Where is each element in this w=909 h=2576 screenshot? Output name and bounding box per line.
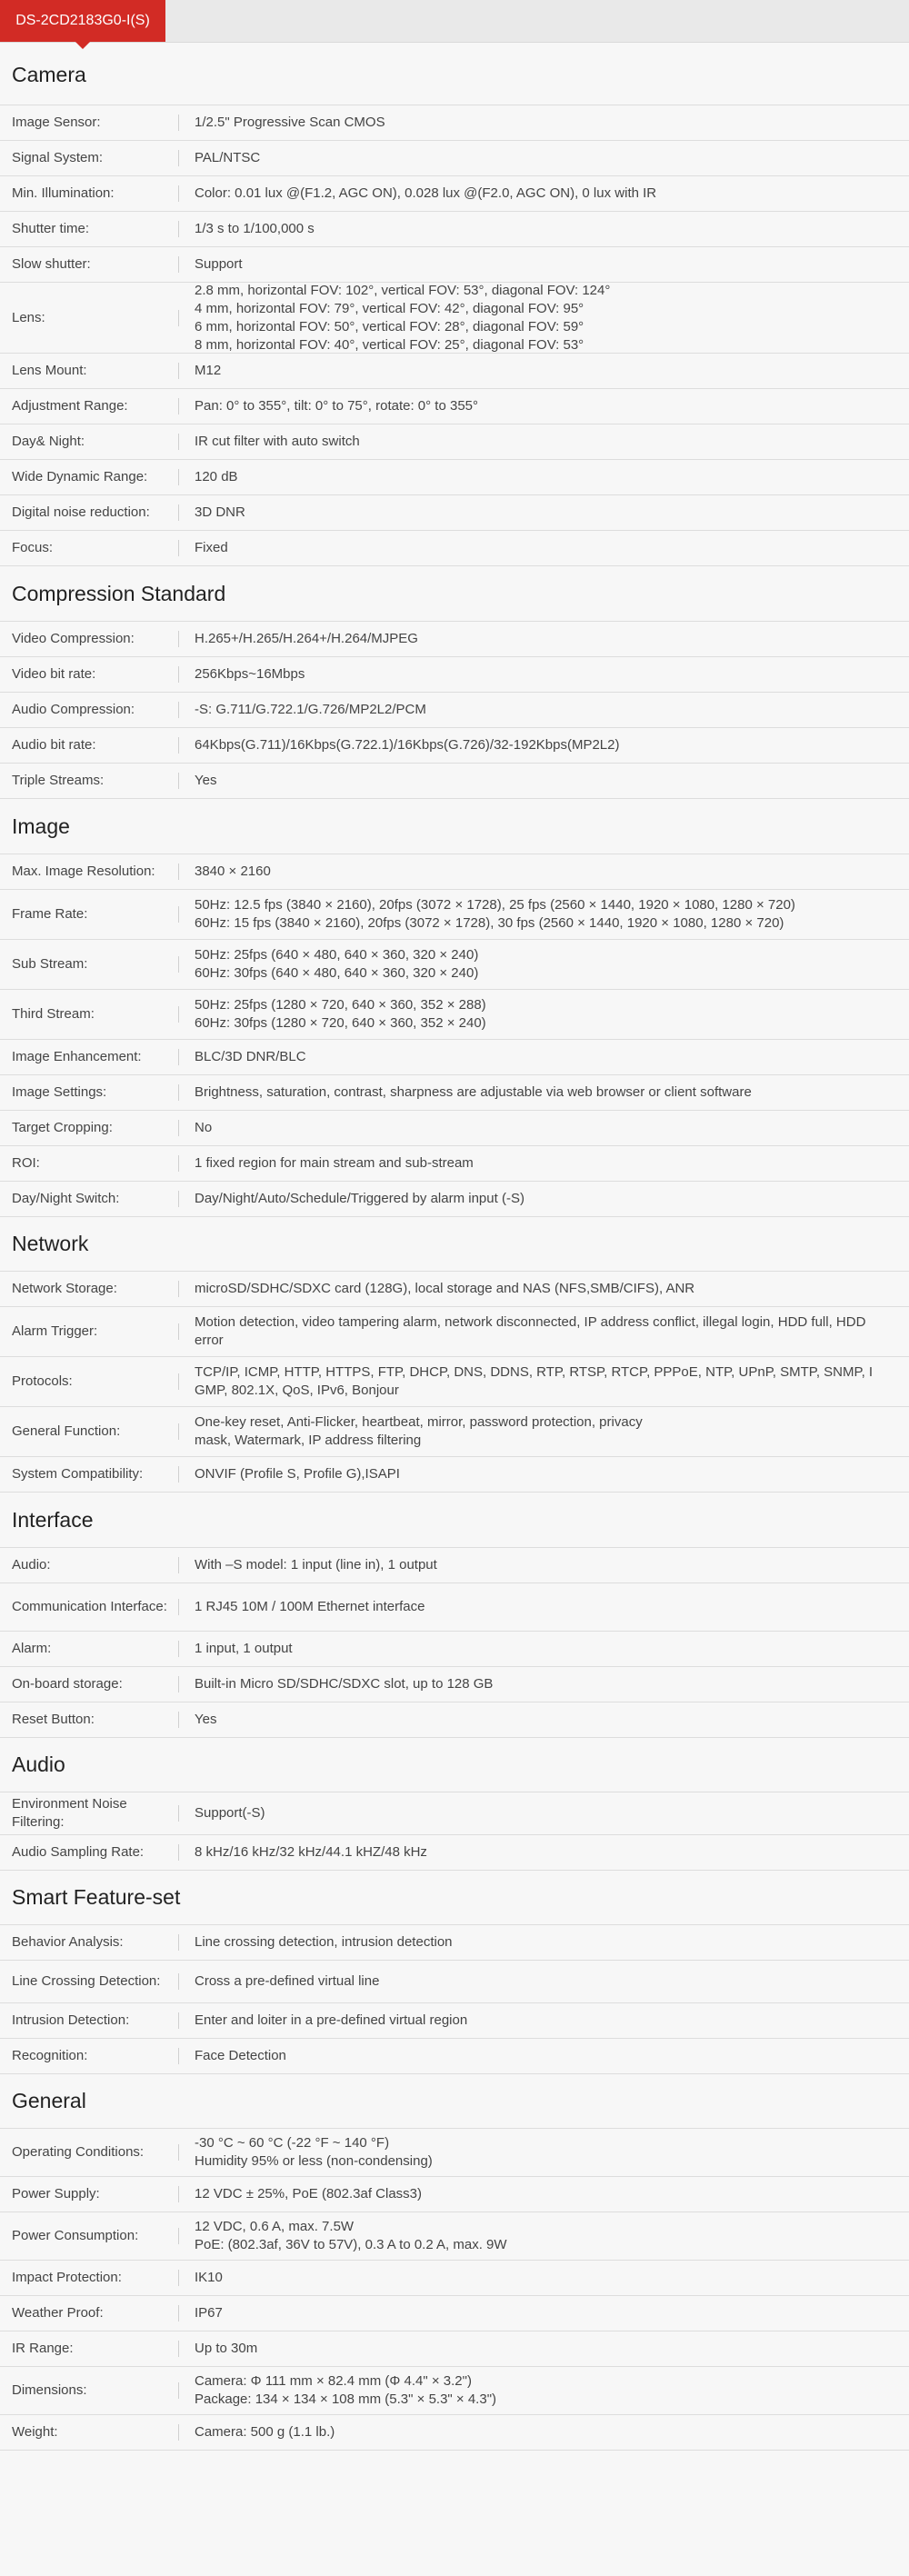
spec-row bbox=[0, 2128, 909, 2176]
spec-label: Audio bit rate: bbox=[12, 737, 96, 753]
spec-label: System Compatibility: bbox=[12, 1466, 144, 1482]
spec-value bbox=[179, 728, 909, 763]
spec-value-line: Brightness, saturation, contrast, sharpness are adjustable via web browser or client software bbox=[195, 1084, 752, 1100]
spec-value-line: 8 mm, horizontal FOV: 40°, vertical FOV: 25°, diagonal FOV: 53° bbox=[195, 336, 584, 353]
spec-value-line: 6 mm, horizontal FOV: 50°, vertical FOV: 28°, diagonal FOV: 59° bbox=[195, 318, 584, 334]
spec-value-line: error bbox=[195, 1333, 224, 1348]
spec-row bbox=[0, 424, 909, 459]
spec-row bbox=[0, 989, 909, 1039]
spec-value-line: mask, Watermark, IP address filtering bbox=[195, 1433, 422, 1448]
spec-value bbox=[179, 2212, 909, 2260]
spec-value bbox=[179, 247, 909, 282]
spec-label: Adjustment Range: bbox=[12, 398, 128, 414]
section-image bbox=[0, 799, 909, 1217]
spec-value bbox=[179, 283, 909, 353]
spec-label: Weather Proof: bbox=[12, 2305, 104, 2321]
spec-value-line: Color: 0.01 lux @(F1.2, AGC ON), 0.028 lux @(F2.0, AGC ON), 0 lux with IR bbox=[195, 185, 657, 201]
spec-label: IR Range: bbox=[12, 2341, 74, 2356]
spec-row bbox=[0, 1834, 909, 1870]
spec-value-line: 4 mm, horizontal FOV: 79°, vertical FOV: 42°, diagonal FOV: 95° bbox=[195, 300, 584, 316]
spec-value bbox=[179, 1457, 909, 1492]
spec-row bbox=[0, 211, 909, 246]
spec-value-line: 12 VDC ± 25%, PoE (802.3af Class3) bbox=[195, 2186, 423, 2202]
spec-value-line: 1/2.5" Progressive Scan CMOS bbox=[195, 115, 385, 130]
spec-label: Line Crossing Detection: bbox=[12, 1973, 161, 1989]
spec-label: Audio: bbox=[12, 1557, 51, 1573]
spec-label: Day& Night: bbox=[12, 434, 85, 449]
spec-value-line: IP67 bbox=[195, 2305, 223, 2321]
spec-value-line: ONVIF (Profile S, Profile G),ISAPI bbox=[195, 1466, 400, 1482]
spec-value-line: TCP/IP, ICMP, HTTP, HTTPS, FTP, DHCP, DNS, DDNS, RTP, RTSP, RTCP, PPPoE, NTP, UPnP, SMTP, SNMP, I bbox=[195, 1364, 874, 1380]
spec-value-line: 2.8 mm, horizontal FOV: 102°, vertical FOV: 53°, diagonal FOV: 124° bbox=[195, 282, 611, 298]
spec-value bbox=[179, 854, 909, 889]
spec-row bbox=[0, 1074, 909, 1110]
spec-row bbox=[0, 1110, 909, 1145]
spec-label: Dimensions: bbox=[12, 2382, 87, 2398]
spec-value bbox=[179, 693, 909, 727]
spec-value-line: -S: G.711/G.722.1/G.726/MP2L2/PCM bbox=[195, 702, 426, 717]
spec-value-line: 120 dB bbox=[195, 469, 238, 484]
spec-label: Environment Noise Filtering: bbox=[12, 1796, 127, 1830]
spec-label: Lens Mount: bbox=[12, 363, 87, 378]
spec-value-line: With –S model: 1 input (line in), 1 output bbox=[195, 1557, 437, 1573]
spec-row bbox=[0, 530, 909, 565]
spec-label: Alarm: bbox=[12, 1641, 52, 1656]
spec-value-line: Yes bbox=[195, 773, 217, 788]
spec-value bbox=[179, 531, 909, 565]
spec-label: Behavior Analysis: bbox=[12, 1934, 124, 1950]
spec-label: Audio Compression: bbox=[12, 702, 135, 717]
spec-value bbox=[179, 354, 909, 388]
spec-row bbox=[0, 282, 909, 353]
spec-row bbox=[0, 854, 909, 889]
spec-label: Network Storage: bbox=[12, 1281, 117, 1296]
spec-value-line: PAL/NTSC bbox=[195, 150, 261, 165]
spec-row bbox=[0, 1666, 909, 1702]
spec-value-line: BLC/3D DNR/BLC bbox=[195, 1049, 306, 1064]
spec-row bbox=[0, 1924, 909, 1960]
spec-label: Triple Streams: bbox=[12, 773, 105, 788]
spec-value bbox=[179, 2003, 909, 2038]
spec-value bbox=[179, 105, 909, 140]
spec-value-line: Face Detection bbox=[195, 2048, 286, 2063]
spec-label: Intrusion Detection: bbox=[12, 2012, 130, 2028]
spec-label: Image Enhancement: bbox=[12, 1049, 142, 1064]
spec-value bbox=[179, 1632, 909, 1666]
spec-label: Target Cropping: bbox=[12, 1120, 113, 1135]
section-title: General bbox=[12, 2089, 86, 2112]
spec-value-line: GMP, 802.1X, QoS, IPv6, Bonjour bbox=[195, 1383, 399, 1398]
spec-label: Digital noise reduction: bbox=[12, 504, 150, 520]
spec-row bbox=[0, 140, 909, 175]
tab-bar bbox=[0, 0, 909, 43]
spec-label: Shutter time: bbox=[12, 221, 90, 236]
spec-value-line: microSD/SDHC/SDXC card (128G), local storage and NAS (NFS,SMB/CIFS), ANR bbox=[195, 1281, 695, 1296]
spec-row bbox=[0, 1702, 909, 1737]
spec-value-line: 3840 × 2160 bbox=[195, 864, 271, 879]
section-compression-standard bbox=[0, 566, 909, 799]
spec-row bbox=[0, 1271, 909, 1306]
spec-value-line: 1 RJ45 10M / 100M Ethernet interface bbox=[195, 1599, 425, 1614]
spec-value bbox=[179, 1702, 909, 1737]
spec-label: Lens: bbox=[12, 309, 45, 325]
spec-row bbox=[0, 1356, 909, 1406]
spec-value bbox=[179, 2177, 909, 2212]
spec-value bbox=[179, 2367, 909, 2414]
spec-value bbox=[179, 1146, 909, 1181]
spec-value-line: 3D DNR bbox=[195, 504, 245, 520]
spec-value-line: Camera: Φ 111 mm × 82.4 mm (Φ 4.4" × 3.2") bbox=[195, 2373, 472, 2389]
spec-row bbox=[0, 1631, 909, 1666]
spec-row bbox=[0, 1039, 909, 1074]
spec-label: Frame Rate: bbox=[12, 906, 88, 922]
spec-value-line: M12 bbox=[195, 363, 222, 378]
spec-row bbox=[0, 1547, 909, 1583]
spec-value-line: Support(-S) bbox=[195, 1805, 265, 1821]
section-title: Compression Standard bbox=[12, 581, 226, 605]
spec-value-line: 1/3 s to 1/100,000 s bbox=[195, 221, 315, 236]
section-interface bbox=[0, 1493, 909, 1738]
spec-row bbox=[0, 494, 909, 530]
spec-row bbox=[0, 459, 909, 494]
spec-table bbox=[0, 45, 909, 2451]
spec-label: Focus: bbox=[12, 540, 54, 555]
spec-value bbox=[179, 1583, 909, 1631]
spec-row bbox=[0, 175, 909, 211]
spec-row bbox=[0, 2002, 909, 2038]
spec-value bbox=[179, 460, 909, 494]
spec-value-line: 1 input, 1 output bbox=[195, 1641, 293, 1656]
spec-value-line: 50Hz: 12.5 fps (3840 × 2160), 20fps (3072 × 1728), 25 fps (2560 × 1440, 1920 × 1080, 1280 × 720) bbox=[195, 897, 795, 913]
spec-label: Video bit rate: bbox=[12, 666, 96, 682]
spec-label: Operating Conditions: bbox=[12, 2144, 145, 2160]
spec-value-line: 60Hz: 15 fps (3840 × 2160), 20fps (3072 × 1728), 30 fps (2560 × 1440, 1920 × 1080, 1280 × 720) bbox=[195, 915, 784, 931]
spec-value-line: Camera: 500 g (1.1 lb.) bbox=[195, 2424, 335, 2440]
spec-value-line: PoE: (802.3af, 36V to 57V), 0.3 A to 0.2 A, max. 9W bbox=[195, 2237, 507, 2252]
spec-label: Protocols: bbox=[12, 1373, 73, 1389]
spec-label: Communication Interface: bbox=[12, 1599, 167, 1614]
spec-value bbox=[179, 424, 909, 459]
spec-value-line: IK10 bbox=[195, 2270, 223, 2285]
spec-value bbox=[179, 2296, 909, 2331]
tab-model[interactable]: DS-2CD2183G0-I(S) bbox=[0, 0, 165, 42]
spec-value-line: Motion detection, video tampering alarm, network disconnected, IP address conflict, illegal login, HDD full, HDD bbox=[195, 1314, 866, 1330]
spec-value bbox=[179, 2331, 909, 2366]
spec-label: Slow shutter: bbox=[12, 256, 91, 272]
spec-label: Sub Stream: bbox=[12, 956, 88, 972]
spec-row bbox=[0, 1145, 909, 1181]
spec-value bbox=[179, 1272, 909, 1306]
section-camera bbox=[0, 45, 909, 566]
spec-row bbox=[0, 621, 909, 656]
spec-value-line: 60Hz: 30fps (640 × 480, 640 × 360, 320 × 240) bbox=[195, 965, 479, 981]
spec-value-line: No bbox=[195, 1120, 213, 1135]
spec-value bbox=[179, 657, 909, 692]
spec-value-line: Fixed bbox=[195, 540, 228, 555]
spec-row bbox=[0, 1960, 909, 2002]
spec-row bbox=[0, 1456, 909, 1492]
spec-row bbox=[0, 2331, 909, 2366]
spec-value bbox=[179, 2415, 909, 2450]
spec-row bbox=[0, 692, 909, 727]
spec-label: Power Consumption: bbox=[12, 2228, 139, 2243]
spec-row bbox=[0, 2038, 909, 2073]
spec-value bbox=[179, 764, 909, 798]
spec-row bbox=[0, 656, 909, 692]
spec-value-line: Up to 30m bbox=[195, 2341, 258, 2356]
spec-value bbox=[179, 1307, 909, 1356]
spec-value-line: 256Kbps~16Mbps bbox=[195, 666, 305, 682]
section-title: Audio bbox=[12, 1752, 65, 1776]
spec-value bbox=[179, 141, 909, 175]
spec-label: Image Settings: bbox=[12, 1084, 107, 1100]
spec-value-line: 50Hz: 25fps (1280 × 720, 640 × 360, 352 × 288) bbox=[195, 997, 486, 1013]
spec-value-line: Built-in Micro SD/SDHC/SDXC slot, up to 128 GB bbox=[195, 1676, 494, 1692]
spec-value-line: 1 fixed region for main stream and sub-stream bbox=[195, 1155, 474, 1171]
spec-value bbox=[179, 2129, 909, 2176]
spec-value bbox=[179, 1961, 909, 2002]
spec-label: Impact Protection: bbox=[12, 2270, 122, 2285]
spec-label: On-board storage: bbox=[12, 1676, 123, 1692]
spec-value bbox=[179, 1792, 909, 1834]
spec-value-line: Yes bbox=[195, 1712, 217, 1727]
spec-value-line: Support bbox=[195, 256, 243, 272]
spec-row bbox=[0, 727, 909, 763]
section-audio bbox=[0, 1738, 909, 1871]
spec-label: Recognition: bbox=[12, 2048, 88, 2063]
spec-label: Reset Button: bbox=[12, 1712, 95, 1727]
spec-row bbox=[0, 2295, 909, 2331]
spec-label: Audio Sampling Rate: bbox=[12, 1844, 145, 1860]
spec-value-line: One-key reset, Anti-Flicker, heartbeat, mirror, password protection, privacy bbox=[195, 1414, 643, 1430]
spec-value bbox=[179, 1925, 909, 1960]
spec-row bbox=[0, 388, 909, 424]
spec-value bbox=[179, 1075, 909, 1110]
spec-value-line: 12 VDC, 0.6 A, max. 7.5W bbox=[195, 2219, 355, 2234]
spec-value bbox=[179, 622, 909, 656]
spec-value bbox=[179, 176, 909, 211]
spec-label: ROI: bbox=[12, 1155, 40, 1171]
spec-row bbox=[0, 246, 909, 282]
spec-row bbox=[0, 1792, 909, 1834]
spec-row bbox=[0, 1306, 909, 1356]
spec-value bbox=[179, 212, 909, 246]
spec-label: General Function: bbox=[12, 1423, 121, 1439]
spec-row bbox=[0, 2414, 909, 2450]
section-bottom-rule bbox=[0, 2450, 909, 2451]
spec-value bbox=[179, 2039, 909, 2073]
spec-label: Min. Illumination: bbox=[12, 185, 115, 201]
spec-value bbox=[179, 2261, 909, 2295]
section-title: Camera bbox=[12, 62, 86, 86]
spec-value bbox=[179, 389, 909, 424]
spec-label: Third Stream: bbox=[12, 1006, 95, 1022]
spec-label: Alarm Trigger: bbox=[12, 1323, 98, 1339]
spec-row bbox=[0, 1181, 909, 1216]
spec-value bbox=[179, 1548, 909, 1583]
spec-value bbox=[179, 1040, 909, 1074]
spec-value bbox=[179, 1835, 909, 1870]
spec-row bbox=[0, 2366, 909, 2414]
section-title: Interface bbox=[12, 1507, 94, 1532]
spec-value-line: Line crossing detection, intrusion detection bbox=[195, 1934, 453, 1950]
spec-label: Power Supply: bbox=[12, 2186, 100, 2202]
spec-row bbox=[0, 1583, 909, 1631]
spec-value-line: Enter and loiter in a pre-defined virtual region bbox=[195, 2012, 468, 2028]
spec-row bbox=[0, 939, 909, 989]
section-title: Network bbox=[12, 1232, 89, 1255]
spec-value-line: Pan: 0° to 355°, tilt: 0° to 75°, rotate: 0° to 355° bbox=[195, 398, 479, 414]
spec-value-line: 60Hz: 30fps (1280 × 720, 640 × 360, 352 × 240) bbox=[195, 1015, 486, 1031]
section-general bbox=[0, 2074, 909, 2451]
spec-value-line: Cross a pre-defined virtual line bbox=[195, 1973, 380, 1989]
section-smart-feature-set bbox=[0, 1871, 909, 2074]
spec-value-line: 50Hz: 25fps (640 × 480, 640 × 360, 320 × 240) bbox=[195, 947, 479, 963]
section-title: Smart Feature-set bbox=[12, 1885, 181, 1909]
spec-value-line: 8 kHz/16 kHz/32 kHz/44.1 kHZ/48 kHz bbox=[195, 1844, 427, 1860]
spec-value-line: -30 °C ~ 60 °C (-22 °F ~ 140 °F) bbox=[195, 2135, 390, 2151]
spec-row bbox=[0, 2212, 909, 2260]
section-title: Image bbox=[12, 814, 70, 838]
spec-value-line: H.265+/H.265/H.264+/H.264/MJPEG bbox=[195, 631, 418, 646]
spec-value-line: Humidity 95% or less (non-condensing) bbox=[195, 2153, 433, 2169]
spec-row bbox=[0, 763, 909, 798]
spec-row bbox=[0, 105, 909, 140]
spec-label: Wide Dynamic Range: bbox=[12, 469, 148, 484]
spec-value bbox=[179, 890, 909, 939]
spec-row bbox=[0, 2176, 909, 2212]
spec-value bbox=[179, 1111, 909, 1145]
spec-label: Signal System: bbox=[12, 150, 104, 165]
spec-label: Day/Night Switch: bbox=[12, 1191, 120, 1206]
spec-row bbox=[0, 1406, 909, 1456]
spec-value-line: 64Kbps(G.711)/16Kbps(G.722.1)/16Kbps(G.726)/32-192Kbps(MP2L2) bbox=[195, 737, 620, 753]
spec-label: Max. Image Resolution: bbox=[12, 864, 155, 879]
spec-label: Weight: bbox=[12, 2424, 58, 2440]
spec-value-line: IR cut filter with auto switch bbox=[195, 434, 360, 449]
spec-value bbox=[179, 940, 909, 989]
spec-value-line: Package: 134 × 134 × 108 mm (5.3" × 5.3" × 4.3") bbox=[195, 2391, 497, 2407]
spec-label: Video Compression: bbox=[12, 631, 135, 646]
section-network bbox=[0, 1217, 909, 1493]
spec-row bbox=[0, 2260, 909, 2295]
spec-value bbox=[179, 1357, 909, 1406]
spec-row bbox=[0, 353, 909, 388]
spec-value-line: Day/Night/Auto/Schedule/Triggered by alarm input (-S) bbox=[195, 1191, 524, 1206]
spec-value bbox=[179, 495, 909, 530]
spec-value bbox=[179, 990, 909, 1039]
spec-value bbox=[179, 1182, 909, 1216]
spec-value bbox=[179, 1667, 909, 1702]
spec-label: Image Sensor: bbox=[12, 115, 101, 130]
spec-value bbox=[179, 1407, 909, 1456]
spec-row bbox=[0, 889, 909, 939]
